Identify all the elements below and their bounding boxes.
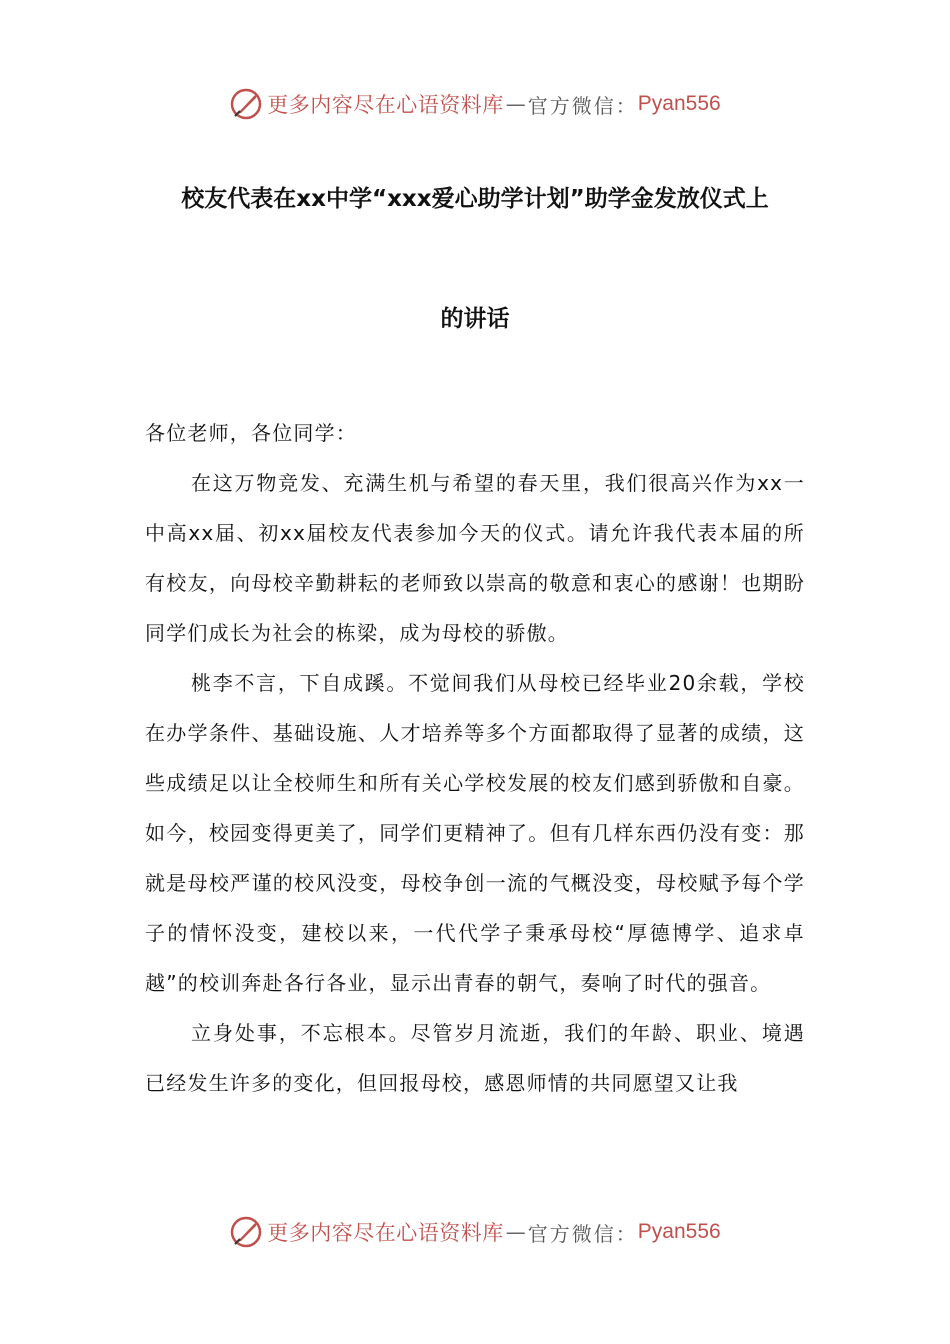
watermark-brand: 更多内容尽在心语资料库: [267, 1221, 504, 1245]
watermark-wechat-id: Pyan556: [637, 1220, 721, 1243]
quill-logo-icon: [229, 87, 263, 121]
document-title-line1: 校友代表在xx中学“xxx爱心助学计划”助学金发放仪式上: [181, 186, 769, 212]
watermark-header: [0, 84, 950, 124]
watermark-dash: —: [505, 92, 526, 116]
document-body: [145, 408, 805, 1108]
watermark-wechat-label: 官方微信：: [527, 93, 638, 118]
quill-logo-icon: [229, 1215, 263, 1249]
watermark-brand: 更多内容尽在心语资料库: [267, 93, 504, 117]
paragraph-1: 在这万物竞发、充满生机与希望的春天里，我们很高兴作为xx一中高xx届、初xx届校友代表参加今天的仪式。请允许我代表本届的所有校友，向母校辛勤耕耘的老师致以崇高的敬意和衷心的感谢！也期盼同学们成长为社会的栋梁，成为母校的骄傲。: [145, 471, 805, 645]
watermark-wechat-id: Pyan556: [637, 92, 721, 115]
watermark-footer: [0, 1212, 950, 1252]
document-title-line2: 的讲话: [440, 306, 510, 332]
paragraph-2: 桃李不言，下自成蹊。不觉间我们从母校已经毕业20余载，学校在办学条件、基础设施、人才培养等多个方面都取得了显著的成绩，这些成绩足以让全校师生和所有关心学校发展的校友们感到骄傲和自豪。如今，校园变得更美了，同学们更精神了。但有几样东西仍没有变：那就是母校严谨的校风没变，母校争创一流的气概没变，母校赋予每个学子的情怀没变，建校以来，一代代学子秉承母校“厚德博学、追求卓越”的校训奔赴各行各业，显示出青春的朝气，奏响了时代的强音。: [145, 671, 805, 995]
watermark-wechat-label: 官方微信：: [527, 1221, 638, 1246]
paragraph-3: 立身处事，不忘根本。尽管岁月流逝，我们的年龄、职业、境遇已经发生许多的变化，但回报母校，感恩师情的共同愿望又让我: [145, 1021, 805, 1095]
watermark-dash: —: [505, 1220, 526, 1244]
greeting: 各位老师，各位同学：: [145, 421, 357, 445]
